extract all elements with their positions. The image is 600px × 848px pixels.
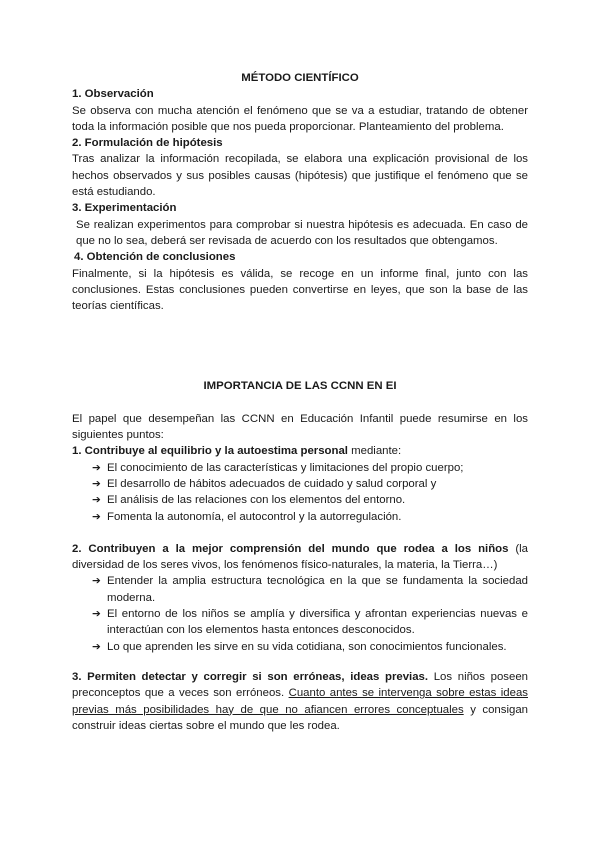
- step-heading-experimentacion: 3. Experimentación: [72, 202, 177, 215]
- list-item: ➔ El conocimiento de las características y limitaciones del propio cuerpo;: [92, 460, 528, 476]
- document-page: [72, 70, 528, 734]
- arrow-right-icon: ➔: [92, 575, 101, 588]
- arrow-right-icon: ➔: [92, 608, 101, 621]
- step-text-conclusiones: Finalmente, si la hipótesis es válida, se recoge en un informe final, junto con las conclusiones. Estas conclusiones pueden convertirse en leyes, que son la base de las teorías científicas.: [72, 267, 528, 313]
- step-heading-conclusiones: 4. Obtención de conclusiones: [74, 251, 236, 264]
- list-item: ➔ El entorno de los niños se amplía y diversifica y afrontan experiencias nuevas e interactúan con los elementos hasta entonces desconocidos.: [92, 608, 528, 637]
- point-1-heading: [72, 443, 528, 459]
- point-1-list: [72, 460, 528, 525]
- list-item: ➔ Lo que aprenden les sirve en su vida cotidiana, son conocimientos funcionales.: [92, 639, 528, 655]
- step-heading-hipotesis: 2. Formulación de hipótesis: [72, 137, 223, 150]
- step-text-hipotesis: Tras analizar la información recopilada, se elabora una explicación provisional de los hechos observados y sus posibles causas (hipótesis) que justifique el fenómeno que se está estudiando.: [72, 153, 528, 199]
- point-1-rest: mediante:: [347, 445, 402, 458]
- point-3-paragraph: [72, 669, 528, 734]
- point-2-rest: (la diversidad de los seres vivos, los fenómenos físico-naturales, la materia, la Tierra…): [72, 542, 528, 572]
- arrow-right-icon: ➔: [92, 494, 101, 507]
- arrow-right-icon: ➔: [92, 461, 101, 474]
- point-2-heading: [72, 541, 528, 574]
- point-3-tail: y consigan construir ideas ciertas sobre el mundo que les rodea.: [72, 703, 529, 732]
- section-title-importancia: IMPORTANCIA DE LAS CCNN EN EI: [203, 380, 397, 393]
- section-title-metodo: MÉTODO CIENTÍFICO: [241, 72, 359, 84]
- step-heading-observacion: 1. Observación: [72, 88, 154, 101]
- list-item: ➔ Fomenta la autonomía, el autocontrol y la autorregulación.: [92, 509, 528, 525]
- point-3-underlined: Cuanto antes se intervenga sobre estas ideas previas más posibilidades hay de que no afiancen errores conceptuales: [72, 687, 528, 716]
- arrow-right-icon: ➔: [92, 510, 101, 523]
- step-text-observacion: Se observa con mucha atención el fenómeno que se va a estudiar, tratando de obtener toda la información posible que nos pueda proporcionar. Planteamiento del problema.: [72, 104, 528, 133]
- list-item: ➔ El desarrollo de hábitos adecuados de cuidado y salud corporal y: [92, 476, 528, 492]
- point-2-bold: 2. Contribuyen a la mejor comprensión del mundo que rodea a los niños: [72, 542, 509, 555]
- intro-paragraph: El papel que desempeñan las CCNN en Educación Infantil puede resumirse en los siguientes puntos:: [72, 412, 528, 442]
- point-3-rest: Los niños poseen preconceptos que a veces son erróneos.: [72, 670, 528, 700]
- list-item: ➔ Entender la amplia estructura tecnológica en la que se fundamenta la sociedad moderna.: [92, 575, 528, 604]
- point-1-bold: 1. Contribuye al equilibrio y la autoestima personal: [72, 445, 348, 458]
- point-2-list: [72, 573, 528, 654]
- arrow-right-icon: ➔: [92, 477, 101, 490]
- arrow-right-icon: ➔: [92, 640, 101, 653]
- point-3-bold: 3. Permiten detectar y corregir si son erróneas, ideas previas.: [72, 670, 429, 683]
- step-text-experimentacion: Se realizan experimentos para comprobar si nuestra hipótesis es adecuada. En caso de que no lo sea, deberá ser revisada de acuerdo con los resultados que obtengamos.: [76, 218, 528, 247]
- list-item: ➔ El análisis de las relaciones con los elementos del entorno.: [92, 492, 528, 508]
